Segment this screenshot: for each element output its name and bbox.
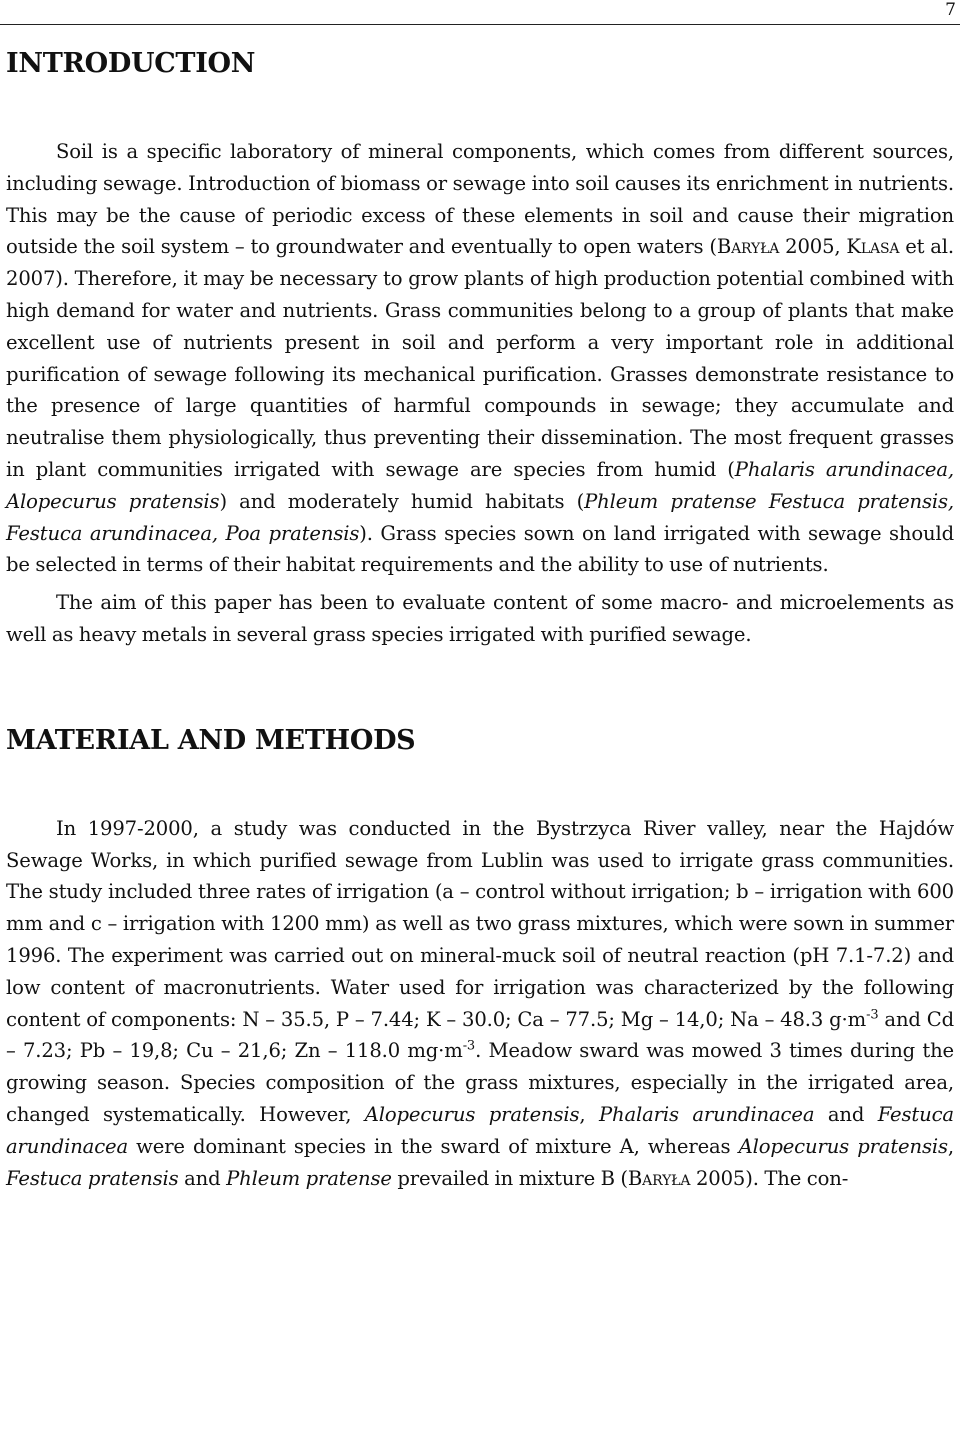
species-name: Alopecurus pratensis [364, 1102, 580, 1126]
species-name: Phalaris arundinacea [598, 1102, 815, 1126]
text-run: Soil is a specific laboratory of mineral components, which comes from different sources, including sewage. Introduction of biomass or sewage into soil causes its enrichment in nutrients. This may be the cause of periodic excess of these elements in soil and cause their migration outside the soil system – to groundwater and eventually to open waters ( [6, 140, 954, 259]
text-run: . Meadow sward was mowed 3 times during the growing season. Species composition of the grass mixtures, especially in the irrigated area, changed systematically. However, [6, 1039, 954, 1126]
text-run: and [814, 1102, 878, 1126]
methods-paragraph-1 [6, 813, 954, 1195]
text-run: In 1997-2000, a study was conducted in the Bystrzyca River valley, near the Hajdów Sewage Works, in which purified sewage from Lublin was used to irrigate grass communities. The study included three rates of irrigation (a – control without irrigation; b – irrigation with 600 mm and c – irrigation with 1200 mm) as well as two grass mixtures, which were sown in summer 1996. The experiment was carried out on mineral-muck soil of neutral reaction (pH 7.1-7.2) and low content of macronutrients. Water used for irrigation was characterized by the following content of components: N – 35.5, P – 7.44; K – 30.0; Ca – 77.5; Mg – 14,0; Na – 48.3 g·m [6, 816, 954, 1031]
citation-author: Klasa [846, 235, 900, 259]
page-number: 7 [945, 0, 956, 20]
header-rule [0, 24, 960, 25]
section-heading-introduction: INTRODUCTION [6, 48, 256, 79]
text-run: ). Grass species sown on land irrigated with sewage should be selected in terms of their habitat requirements and the ability to use of nutrients. [6, 521, 954, 577]
species-name: Phalaris arundinacea, Alopecurus pratensis [6, 457, 954, 513]
introduction-paragraph-1 [6, 136, 954, 581]
text-run: prevailed in mixture B ( [391, 1166, 628, 1190]
text-run: and [178, 1166, 227, 1190]
text-run: and Cd – 7.23; Pb – 19,8; Cu – 21,6; Zn – 118.0 mg·m [6, 1007, 954, 1063]
text-run: , [947, 1134, 954, 1158]
citation-author: Baryła [716, 235, 780, 259]
introduction-paragraph-2: The aim of this paper has been to evaluate content of some macro- and microelements as well as heavy metals in several grass species irrigated with purified sewage. [6, 591, 954, 646]
species-name: Festuca arundinacea [6, 1102, 954, 1158]
species-name: Alopecurus pratensis [738, 1134, 948, 1158]
superscript: -3 [866, 1007, 879, 1022]
text-run: ) and moderately humid habitats ( [219, 489, 585, 513]
section-heading-methods: MATERIAL AND METHODS [6, 724, 416, 756]
superscript: -3 [462, 1038, 476, 1054]
citation-author: Baryła [627, 1166, 691, 1190]
text-run: 2005). The con- [690, 1166, 849, 1190]
text-run: , [579, 1102, 599, 1126]
text-run: were dominant species in the sward of mixture A, whereas [128, 1134, 739, 1158]
text-run: 2005, [779, 235, 847, 259]
species-name: Phleum pratense [226, 1166, 392, 1190]
page-content [6, 44, 954, 1194]
text-run: et al. 2007). Therefore, it may be necessary to grow plants of high production potential combined with high demand for water and nutrients. Grass communities belong to a group of plants that make excellent use of nutrients present in soil and perform a very important role in additional purification of sewage following its mechanical purification. Grasses demonstrate resistance to the presence of large quantities of harmful compounds in sewage; they accumulate and neutralise them physiologically, thus preventing their dissemination. The most frequent grasses in plant communities irrigated with sewage are species from humid ( [6, 235, 954, 481]
species-name: Festuca pratensis [6, 1166, 179, 1190]
species-name: Phleum pratense Festuca pratensis, Festuca arundinacea, Poa pratensis [6, 489, 954, 545]
